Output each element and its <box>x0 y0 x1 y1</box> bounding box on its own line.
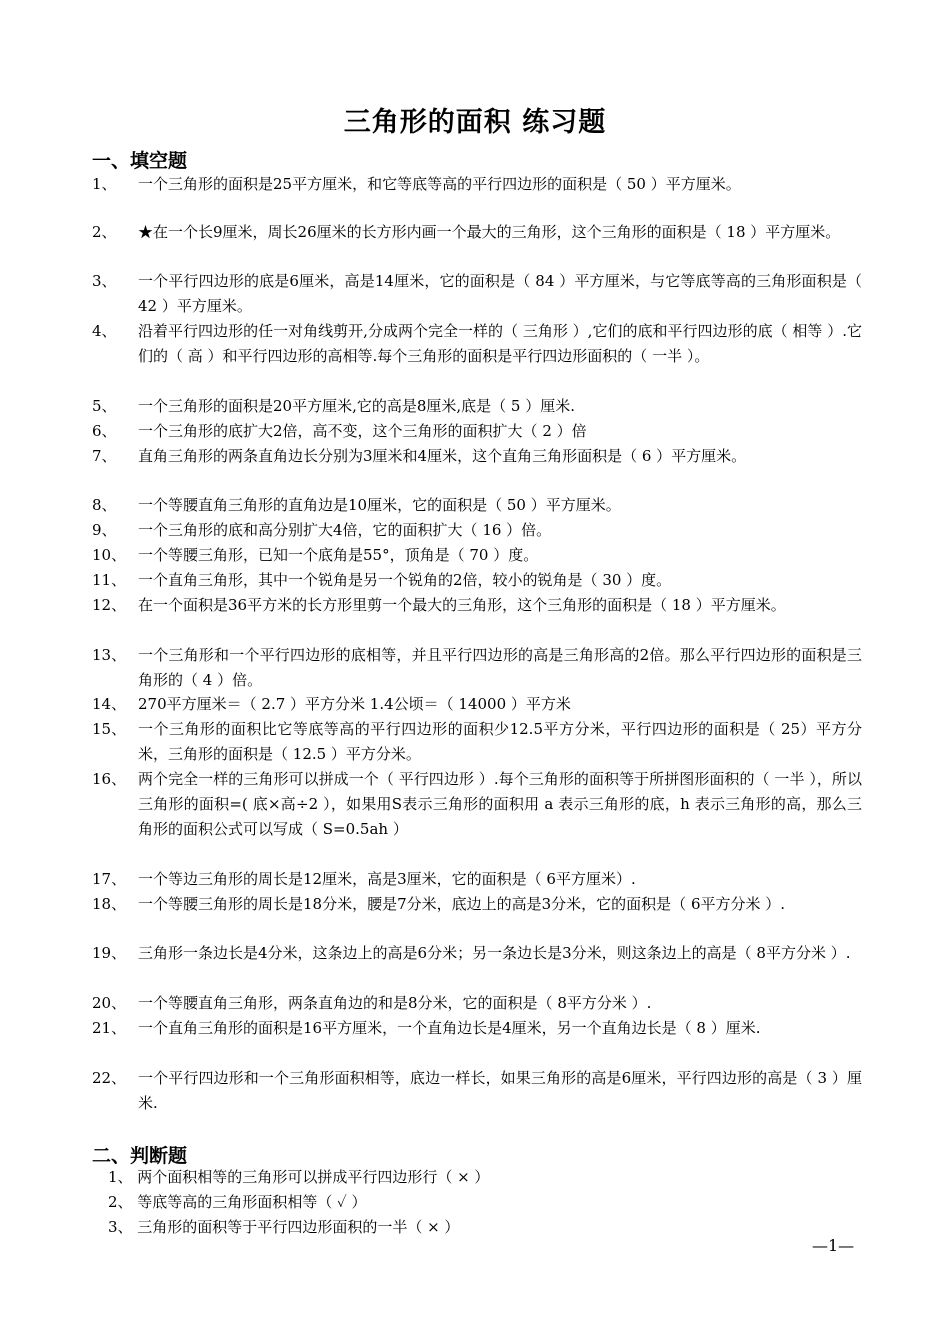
question-item <box>92 643 862 693</box>
question-number: 1、 <box>92 175 117 193</box>
question-text: 一个直角三角形，其中一个锐角是另一个锐角的2倍，较小的锐角是（ 30 ）度。 <box>138 571 672 589</box>
question-text: 一个三角形的底扩大2倍，高不变，这个三角形的面积扩大（ 2 ）倍 <box>138 422 587 440</box>
question-number: 9、 <box>92 521 117 539</box>
question-item <box>92 543 862 568</box>
judgement-item: 1、 两个面积相等的三角形可以拼成平行四边形行（ × ） <box>108 1168 490 1186</box>
question-item <box>92 1066 862 1116</box>
question-item <box>92 692 862 717</box>
question-number: 4、 <box>92 322 117 340</box>
question-text: 一个等腰三角形的周长是18分米，腰是7分米，底边上的高是3分米，它的面积是（ 6平方分米 ）. <box>138 895 786 913</box>
question-number: 20、 <box>92 994 127 1012</box>
question-text: 直角三角形的两条直角边长分别为3厘米和4厘米，这个直角三角形面积是（ 6 ）平方厘米。 <box>138 447 747 465</box>
question-number: 5、 <box>92 397 117 415</box>
question-item <box>92 444 862 469</box>
question-text: 一个平行四边形的底是6厘米，高是14厘米，它的面积是（ 84 ）平方厘米，与它等底等高的三角形面积是（ 42 ）平方厘米。 <box>138 272 862 315</box>
question-item <box>92 518 862 543</box>
question-text: 一个等腰直角三角形，两条直角边的和是8分米，它的面积是（ 8平方分米 ）. <box>138 994 652 1012</box>
question-number: 17、 <box>92 870 127 888</box>
question-item <box>92 419 862 444</box>
question-text: 一个平行四边形和一个三角形面积相等，底边一样长，如果三角形的高是6厘米，平行四边形的高是（ 3 ）厘米. <box>138 1069 862 1112</box>
question-text: 一个等腰三角形，已知一个底角是55°，顶角是（ 70 ）度。 <box>138 546 539 564</box>
question-text: 一个三角形和一个平行四边形的底相等，并且平行四边形的高是三角形高的2倍。那么平行四边形的面积是三角形的（ 4 ）倍。 <box>138 646 862 689</box>
question-text: 两个完全一样的三角形可以拼成一个（ 平行四边形 ）.每个三角形的面积等于所拼图形面积的（ 一半 ），所以三角形的面积=( 底×高÷2 ），如果用S表示三角形的面积用 a 表示三角形的底，h 表示三角形的高，那么三角形的面积公式可以写成（ S=0.5ah ） <box>138 770 862 838</box>
section-heading-fill-blank: 一、填空题 <box>92 150 188 172</box>
question-item <box>92 269 862 319</box>
page-title: 三角形的面积 练习题 <box>343 107 607 138</box>
question-text: 沿着平行四边形的任一对角线剪开,分成两个完全一样的（ 三角形 ）,它们的底和平行四边形的底（ 相等 ）.它们的（ 高 ）和平行四边形的高相等.每个三角形的面积是平行四边形面积的（ 一半 ）。 <box>138 322 862 365</box>
question-text: ★在一个长9厘米，周长26厘米的长方形内画一个最大的三角形，这个三角形的面积是（ 18 ）平方厘米。 <box>138 223 841 241</box>
question-text: 在一个面积是36平方米的长方形里剪一个最大的三角形，这个三角形的面积是（ 18 ）平方厘米。 <box>138 596 786 614</box>
question-item <box>92 717 862 767</box>
question-number: 3、 <box>92 272 117 290</box>
question-number: 6、 <box>92 422 117 440</box>
question-item <box>92 767 862 842</box>
question-item <box>92 319 862 369</box>
question-item <box>92 867 862 892</box>
question-item <box>92 991 862 1016</box>
question-number: 10、 <box>92 546 127 564</box>
question-text: 三角形一条边长是4分米，这条边上的高是6分米；另一条边长是3分米，则这条边上的高是（ 8平方分米 ）. <box>138 944 851 962</box>
judgement-item: 2、 等底等高的三角形面积相等（ ✓ ） <box>108 1193 367 1211</box>
question-number: 19、 <box>92 944 127 962</box>
question-item <box>92 394 862 419</box>
question-item <box>92 568 862 593</box>
question-text: 一个等边三角形的周长是12厘米，高是3厘米，它的面积是（ 6平方厘米）. <box>138 870 636 888</box>
question-number: 22、 <box>92 1069 127 1087</box>
question-number: 2、 <box>92 223 117 241</box>
question-number: 7、 <box>92 447 117 465</box>
question-text: 一个三角形的底和高分别扩大4倍，它的面积扩大（ 16 ）倍。 <box>138 521 552 539</box>
question-number: 13、 <box>92 646 127 664</box>
question-text: 一个等腰直角三角形的直角边是10厘米，它的面积是（ 50 ）平方厘米。 <box>138 496 621 514</box>
question-text: 一个三角形的面积是20平方厘米,它的高是8厘米,底是（ 5 ）厘米. <box>138 397 576 415</box>
question-text: 一个三角形的面积比它等底等高的平行四边形的面积少12.5平方分米，平行四边形的面积是（ 25）平方分米，三角形的面积是（ 12.5 ）平方分米。 <box>138 720 862 763</box>
judgement-item: 3、 三角形的面积等于平行四边形面积的一半（ × ） <box>108 1218 460 1236</box>
question-number: 18、 <box>92 895 127 913</box>
question-number: 12、 <box>92 596 127 614</box>
section-heading-true-false: 二、判断题 <box>92 1145 188 1167</box>
question-number: 8、 <box>92 496 117 514</box>
question-number: 21、 <box>92 1019 127 1037</box>
question-text: 270平方厘米＝（ 2.7 ）平方分米 1.4公顷＝（ 14000 ）平方米 <box>138 695 571 713</box>
question-item <box>92 172 862 197</box>
question-item <box>92 493 862 518</box>
question-text: 一个三角形的面积是25平方厘米，和它等底等高的平行四边形的面积是（ 50 ）平方厘米。 <box>138 175 741 193</box>
question-item <box>92 593 862 618</box>
question-item <box>92 892 862 917</box>
question-number: 14、 <box>92 695 127 713</box>
question-text: 一个直角三角形的面积是16平方厘米，一个直角边长是4厘米，另一个直角边长是（ 8 ）厘米. <box>138 1019 761 1037</box>
question-item <box>92 220 862 245</box>
page-number: —1— <box>812 1236 855 1255</box>
question-number: 11、 <box>92 571 127 589</box>
question-number: 16、 <box>92 770 127 788</box>
question-item <box>92 941 862 966</box>
question-number: 15、 <box>92 720 127 738</box>
question-item <box>92 1016 862 1041</box>
